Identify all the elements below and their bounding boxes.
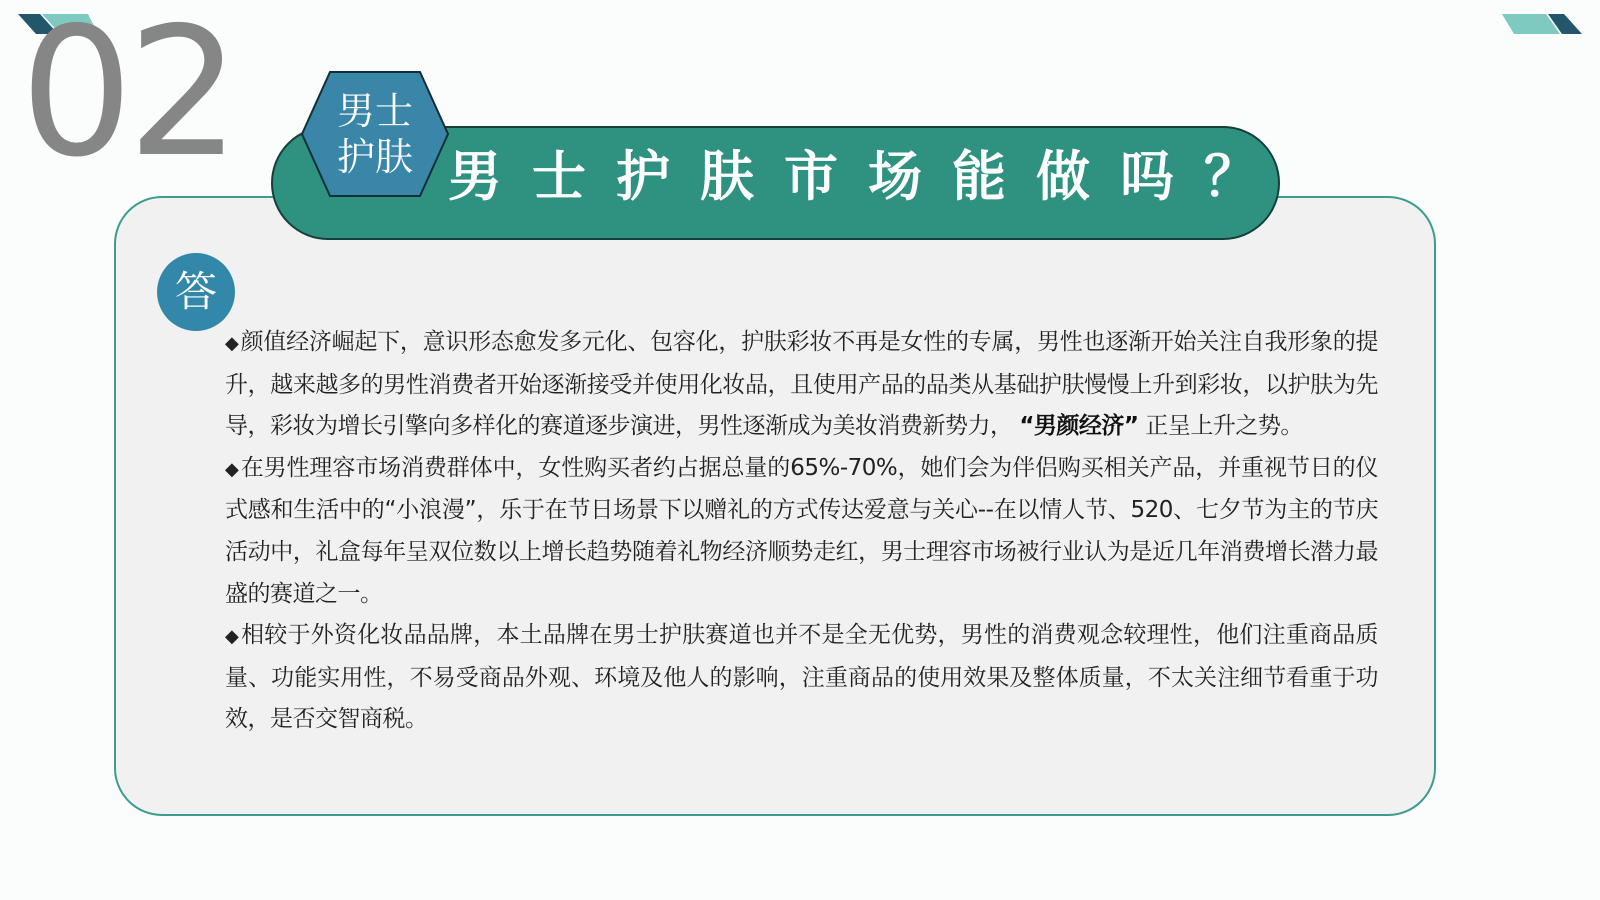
paragraph-2-text: 在男性理容市场消费群体中，女性购买者约占据总量的65%-70%，她们会为伴侣购买相关产品，并重视节日的仪式感和生活中的“小浪漫”，乐于在节日场景下以赠礼的方式传达爱意与关心--在以情人节、520、七夕节为主的节庆活动中，礼盒每年呈双位数以上增长趋势随着礼物经济顺势走红，男士理容市场被行业认为是近几年消费增长潜力最盛的赛道之一。 — [225, 454, 1379, 607]
diamond-bullet-icon: ◆ — [225, 333, 239, 354]
diamond-bullet-icon: ◆ — [225, 458, 239, 480]
paragraph-1-text: 颜值经济崛起下，意识形态愈发多元化、包容化，护肤彩妆不再是女性的专属，男性也逐渐开始关注自我形象的提升，越来越多的男性消费者开始逐渐接受并使用化妆品，且使用产品的品类从基础护肤慢慢上升到彩妆，以护肤为先导，彩妆为增长引擎向多样化的赛道逐步演进，男性逐渐成为美妆消费新势力， — [225, 329, 1379, 440]
answer-body — [225, 322, 1378, 741]
paragraph-1-highlight: “男颜经济” — [1019, 413, 1139, 440]
hexagon-badge — [300, 70, 450, 198]
hexagon-label: 男士 护肤 — [336, 89, 413, 179]
banner-title: 男士护肤市场能做吗？ — [448, 145, 1288, 208]
paragraph-3-text: 相较于外资化妆品品牌，本土品牌在男士护肤赛道也并不是全无优势，男性的消费观念较理性，他们注重商品质量、功能实用性，不易受商品外观、环境及他人的影响，注重商品的使用效果及整体质量，不太关注细节看重于功效，是否交智商税。 — [225, 622, 1379, 733]
paragraph-1 — [225, 322, 1378, 448]
section-number: 02 — [20, 0, 235, 196]
corner-stripe-right — [1502, 14, 1582, 34]
paragraph-2 — [225, 448, 1378, 615]
paragraph-1-ending: 正呈上升之势。 — [1145, 413, 1303, 440]
paragraph-3 — [225, 615, 1378, 741]
answer-badge: 答 — [157, 253, 235, 331]
diamond-bullet-icon: ◆ — [225, 626, 240, 648]
